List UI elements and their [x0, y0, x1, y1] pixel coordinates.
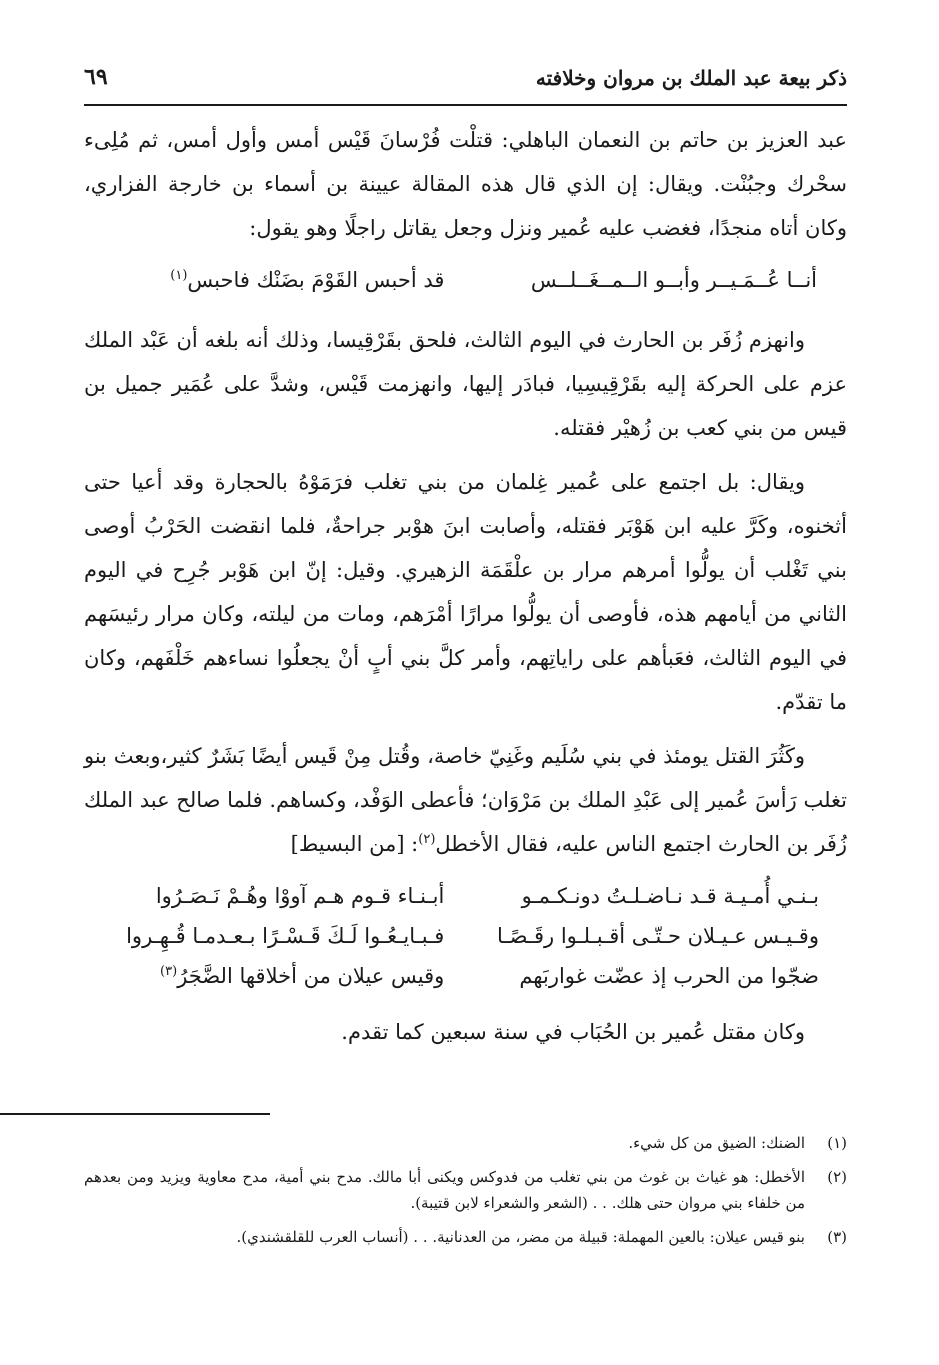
footnote-ref-2[interactable]: (٢)	[418, 832, 436, 847]
verse-hemistich-first: أنــا عُــمَـيــر وأبــو الــمــغَــلــس	[530, 268, 817, 292]
header-title: ذكر بيعة عبد الملك بن مروان وخلافته	[535, 66, 847, 90]
footnote-number: (٢)	[827, 1168, 847, 1186]
paragraph-3: ويقال: بل اجتمع على عُمير غِلمان من بني تغلب فرَمَوْهُ بالحجارة وقد أعيا حتى أثخنوه، وكَرَّ عليه ابن هَوْبَر فقتله، وأصابت ابنَ هوْبر جراحةٌ، فلما انقضت الحَرْبُ أوصى بني تَغْلب أن يولُّوا أمرهم مرار بن علْقَمَة الزهيري. وقيل: إنّ ابن هَوْبر جُرِح في اليوم الثاني من أيامهم هذه، فأوصى أن يولُّوا مرارًا أمْرَهم، ومات من ليلته، وكان مرار رئيسَهم في اليوم الثالث، فعَبأهم على راياتِهم، وأمر كلَّ بني أبٍ أنْ يجعلُوا نساءهم خَلْفَهم، وكان ما تقدّم.	[84, 470, 847, 714]
verse-text: وقيس عيلان من أخلاقها الضَّجَرُ	[177, 964, 445, 988]
paragraph-4-text: وكَثُرَ القتل يومئذ في بني سُلَيم وغَنِيّ خاصة، وقُتل مِنْ قَيس أيضًا بَشَرٌ كثير،وبعث بنو تغلب رَأسَ عُمير إلى عَبْدِ الملك بن مَرْوَان؛ فأعطى الوَفْد، وكساهم. فلما صالح عبد الملك زُفَر بن الحارث اجتمع الناس عليه، فقال الأخطل	[84, 744, 847, 856]
verse-hemistich-second: فـبـايـعُـوا لَـكَ قَـسْـرًا بـعـدمـا قُـهِـروا	[126, 924, 445, 948]
verse-hemistich-first: وقـيـس عـيـلان حـتّـى أقـبـلـوا رقَـصًـا	[497, 924, 819, 948]
footnote-2	[84, 1164, 847, 1216]
verse-1	[114, 260, 817, 300]
verse-hemistich-second	[112, 956, 444, 996]
paragraph-5: وكان مقتل عُمير بن الحُبَاب في سنة سبعين كما تقدم.	[341, 1020, 805, 1044]
footnote-ref-1[interactable]: (١)	[170, 268, 188, 283]
meter-label: : [من البسيط]	[290, 832, 419, 856]
main-text	[84, 118, 847, 1064]
verse-hemistich-first: بـنـي أُمـيـة قـد نـاضـلـتُ دونـكـمـو	[521, 884, 819, 908]
footnote-1	[84, 1130, 847, 1156]
verse-line	[112, 876, 819, 916]
footnote-divider	[0, 1113, 270, 1115]
verse-line	[112, 956, 819, 996]
verse-hemistich-first: ضجّوا من الحرب إذ عضّت غواربَهم	[519, 964, 819, 988]
paragraph-1: عبد العزيز بن حاتم بن النعمان الباهلي: قتلْت فُرْسانَ قَيْس أمس وأول أمس، ثم مُلِىء سحْرك وجبُنْت. ويقال: إن الذي قال هذه المقالة عيينة بن أسماء بن خارجة الفزاري، وكان أتاه منجدًا، فغضب عليه عُمير ونزل وجعل يقاتل راجلًا وهو يقول:	[84, 128, 847, 240]
verse-2	[112, 876, 819, 996]
footnote-text: الضنك: الضيق من كل شيء.	[628, 1134, 805, 1152]
footnote-text: الأخطل: هو غياث بن غوث من بني تغلب من فدوكس ويكنى أبا مالك. مدح بني أمية، مدح معاوية ويزيد ومن بعدهم من خلفاء بني مروان حتى هلك. . . (الشعر والشعراء لابن قتيبة).	[84, 1168, 805, 1212]
footnote-ref-3[interactable]: (٣)	[160, 964, 178, 979]
footnotes	[84, 1130, 847, 1258]
running-header	[84, 60, 847, 106]
paragraph-2: وانهزم زُفَر بن الحارث في اليوم الثالث، فلحق بقَرْقِيسا، وذلك أنه بلغه أن عَبْد الملك عزم على الحركة إليه بقَرْقِيسِيا، فبادَر إليها، وانهزمت قَيْس، وشدَّ على عُمَير جميل بن قيس من بني كعب بن زُهيْر فقتله.	[84, 328, 847, 440]
footnote-3	[84, 1224, 847, 1250]
verse-line	[112, 916, 819, 956]
footnote-number: (١)	[827, 1134, 847, 1152]
verse-hemistich-second	[114, 260, 444, 300]
verse-line	[114, 260, 817, 300]
page-number: ٦٩	[84, 64, 108, 90]
footnote-text: بنو قيس عيلان: بالعين المهملة: قبيلة من مضر، من العدنانية. . . (أنساب العرب للقلقشندي).	[236, 1228, 805, 1246]
footnote-number: (٣)	[827, 1228, 847, 1246]
verse-hemistich-second: أبـنـاء قـوم هـم آووْا وهُـمْ نَـصَـرُوا	[155, 884, 445, 908]
paragraph-4	[84, 734, 847, 866]
verse-text: قد أحبس القَوْمَ بضَنْك فاحبس	[187, 268, 445, 292]
